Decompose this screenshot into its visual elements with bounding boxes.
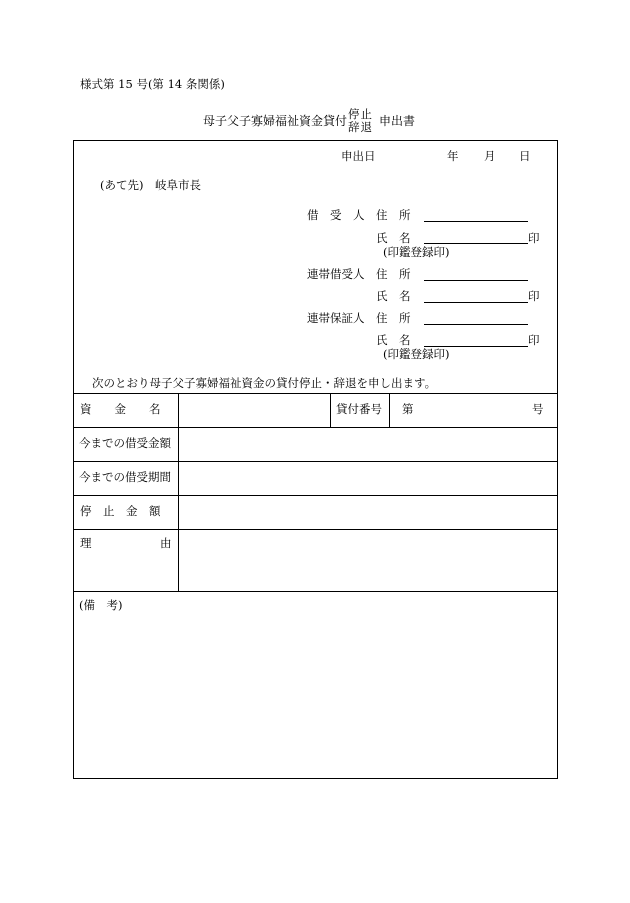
date-label: 申出日	[341, 149, 376, 163]
co-borrower-address-field[interactable]	[424, 280, 528, 281]
guarantor-address-label: 住 所	[376, 311, 411, 325]
fund-name-field[interactable]	[179, 394, 330, 427]
remarks-label: (備 考)	[79, 598, 123, 612]
borrowing-period-field[interactable]	[179, 462, 556, 495]
title-option-stop: 停止	[348, 107, 373, 121]
loan-number-label: 貸付番号	[336, 402, 382, 416]
stop-amount-field[interactable]	[179, 496, 556, 529]
reason-field[interactable]	[179, 530, 556, 591]
month-label: 月	[484, 149, 496, 163]
co-borrower-name-field[interactable]	[424, 302, 528, 303]
borrower-name-field[interactable]	[424, 243, 528, 244]
total-borrowed-label: 今までの借受金額	[79, 436, 171, 450]
reason-label-left: 理	[80, 536, 92, 550]
borrower-registered-seal-note: (印鑑登録印)	[383, 245, 450, 259]
fund-name-label: 資 金 名	[80, 402, 161, 416]
borrower-label: 借 受 人	[307, 208, 365, 222]
guarantor-registered-seal-note: (印鑑登録印)	[383, 347, 450, 361]
loan-number-prefix: 第	[402, 402, 414, 416]
loan-number-divider-right	[389, 393, 390, 427]
co-borrower-label: 連帯借受人	[307, 267, 365, 281]
day-label: 日	[519, 149, 531, 163]
form-title	[0, 106, 630, 136]
title-option-decline: 辞退	[348, 120, 373, 134]
addressee: (あて先) 岐阜市長	[100, 178, 201, 192]
title-main: 母子父子寡婦福祉資金貸付	[203, 114, 348, 128]
co-borrower-name-label: 氏 名	[376, 289, 411, 303]
statement: 次のとおり母子父子寡婦福祉資金の貸付停止・辞退を申し出ます。	[92, 376, 437, 390]
row-divider-5	[73, 591, 557, 592]
guarantor-name-label: 氏 名	[376, 333, 411, 347]
guarantor-label: 連帯保証人	[307, 311, 365, 325]
loan-number-suffix: 号	[532, 402, 544, 416]
total-borrowed-field[interactable]	[179, 428, 556, 461]
title-option-stack	[348, 108, 373, 134]
reason-label-right: 由	[160, 536, 172, 550]
borrower-name-label: 氏 名	[376, 231, 411, 245]
stop-amount-label: 停 止 金 額	[80, 504, 161, 518]
form-number: 様式第 15 号(第 14 条関係)	[80, 77, 225, 91]
remarks-field[interactable]	[74, 618, 556, 776]
title-end: 申出書	[379, 114, 416, 128]
co-borrower-seal-mark: 印	[528, 289, 540, 303]
co-borrower-address-label: 住 所	[376, 267, 411, 281]
borrower-seal-mark: 印	[528, 231, 540, 245]
guarantor-seal-mark: 印	[528, 333, 540, 347]
loan-number-divider-left	[330, 393, 331, 427]
guarantor-address-field[interactable]	[424, 324, 528, 325]
borrowing-period-label: 今までの借受期間	[79, 470, 171, 484]
borrower-address-field[interactable]	[424, 221, 528, 222]
year-label: 年	[447, 149, 459, 163]
loan-number-field[interactable]	[416, 394, 526, 427]
borrower-address-label: 住 所	[376, 208, 411, 222]
